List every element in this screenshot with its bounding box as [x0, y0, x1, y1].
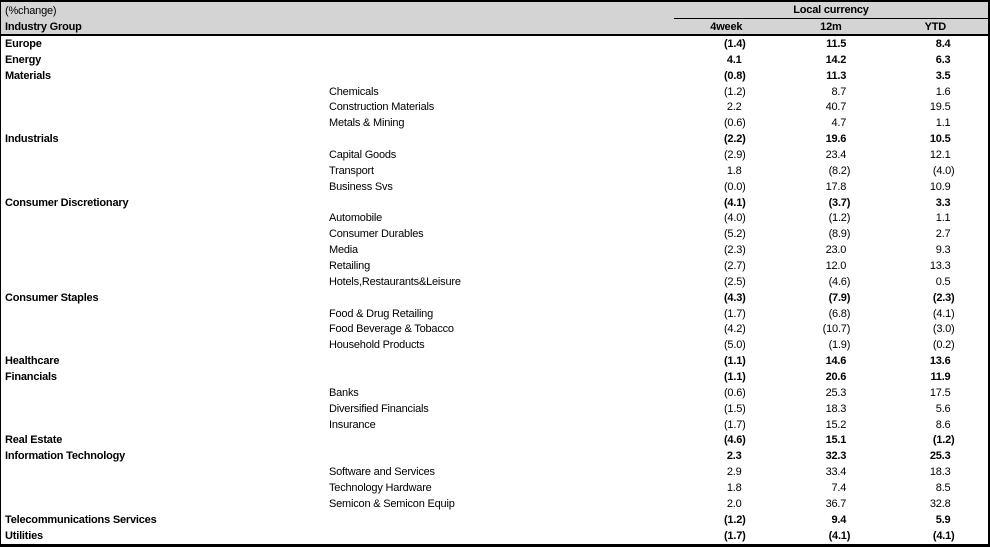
table-row [1, 131, 988, 147]
value-cell-12m: (10.7) [822, 323, 851, 336]
value-cell-12m: (3.7) [828, 196, 851, 209]
value-cell-4week: (5.2) [723, 228, 746, 241]
row-label-group: Materials [5, 69, 51, 82]
value-cell-12m: (4.6) [828, 275, 851, 288]
row-label-subindustry: Metals & Mining [329, 117, 405, 130]
row-label-subindustry: Media [329, 244, 358, 257]
row-label-group: Healthcare [5, 355, 60, 368]
value-cell-ytd: 8.4 [935, 37, 951, 50]
value-cell-12m: 8.7 [831, 85, 847, 98]
value-cell-ytd: (4.1) [932, 529, 955, 542]
value-cell-12m: 40.7 [825, 101, 847, 114]
value-cell-12m: 33.4 [825, 466, 847, 479]
value-cell-ytd: 6.3 [935, 53, 951, 66]
header-row-columns [1, 19, 988, 34]
value-cell-4week: 2.0 [726, 497, 742, 510]
table-header [1, 2, 988, 36]
row-label-group: Utilities [5, 529, 43, 542]
value-cell-4week: 1.8 [726, 164, 742, 177]
value-cell-4week: (1.4) [723, 37, 746, 50]
value-cell-12m: (8.2) [828, 164, 851, 177]
value-cell-12m: 25.3 [825, 386, 847, 399]
table-row [1, 432, 988, 448]
value-cell-4week: (4.0) [723, 212, 746, 225]
value-cell-ytd: (4.0) [932, 164, 955, 177]
value-cell-12m: (7.9) [828, 291, 851, 304]
row-label-subindustry: Food & Drug Retailing [329, 307, 434, 320]
value-cell-ytd: 11.9 [930, 370, 951, 383]
value-cell-4week: (2.2) [723, 133, 746, 146]
value-cell-4week: (0.0) [723, 180, 746, 193]
row-label-subindustry: Construction Materials [329, 101, 435, 114]
table-row [1, 274, 988, 290]
value-cell-ytd: 1.1 [935, 212, 951, 225]
value-cell-4week: (2.5) [723, 275, 746, 288]
value-cell-12m: 23.4 [825, 148, 847, 161]
row-label-group: Europe [5, 37, 42, 50]
row-label-subindustry: Retailing [329, 259, 371, 272]
table-row [1, 147, 988, 163]
value-cell-ytd: 10.5 [929, 133, 951, 146]
row-label-subindustry: Business Svs [329, 180, 393, 193]
row-label-subindustry: Chemicals [329, 85, 379, 98]
value-cell-4week: 2.9 [726, 466, 742, 479]
col-header-4week: 4week [710, 20, 743, 33]
row-label-group: Consumer Staples [5, 291, 99, 304]
row-label-group: Financials [5, 370, 57, 383]
table-row [1, 163, 988, 179]
value-cell-12m: 12.0 [825, 259, 847, 272]
value-cell-4week: 2.3 [726, 450, 742, 463]
value-cell-12m: (6.8) [828, 307, 851, 320]
value-cell-12m: (1.9) [828, 339, 851, 352]
table-row [1, 210, 988, 226]
value-cell-4week: (1.1) [723, 370, 746, 383]
table-row [1, 179, 988, 195]
value-cell-ytd: 0.5 [935, 275, 951, 288]
table-row [1, 464, 988, 480]
value-cell-4week: (1.7) [723, 307, 746, 320]
row-label-group: Industrials [5, 133, 59, 146]
value-cell-12m: 7.4 [831, 481, 847, 494]
value-cell-12m: 14.2 [825, 53, 847, 66]
table-row [1, 417, 988, 433]
table-row [1, 448, 988, 464]
header-row-top [1, 2, 988, 19]
row-label-subindustry: Household Products [329, 339, 425, 352]
col-header-12m: 12m [820, 20, 842, 33]
value-cell-12m: 32.3 [825, 450, 847, 463]
local-currency-header: Local currency [674, 2, 988, 19]
value-cell-4week: (1.2) [723, 513, 746, 526]
value-cell-ytd: 5.6 [935, 402, 951, 415]
value-cell-ytd: (1.2) [932, 434, 955, 447]
table-row [1, 115, 988, 131]
table-row [1, 84, 988, 100]
table-row [1, 369, 988, 385]
value-cell-4week: (2.3) [723, 244, 746, 257]
value-cell-ytd: 9.3 [935, 244, 951, 257]
value-cell-4week: (4.6) [723, 434, 746, 447]
value-cell-12m: (4.1) [828, 529, 851, 542]
value-cell-12m: 14.6 [825, 355, 847, 368]
row-label-subindustry: Capital Goods [329, 148, 397, 161]
value-cell-ytd: (2.3) [932, 291, 955, 304]
row-label-group: Information Technology [5, 450, 126, 463]
value-cell-12m: 9.4 [831, 513, 847, 526]
value-cell-12m: 15.1 [825, 434, 847, 447]
table-row [1, 68, 988, 84]
value-cell-ytd: (3.0) [932, 323, 955, 336]
row-label-subindustry: Semicon & Semicon Equip [329, 497, 455, 510]
table-row [1, 528, 988, 544]
value-cell-ytd: 10.9 [929, 180, 951, 193]
row-label-subindustry: Food Beverage & Tobacco [329, 323, 454, 336]
table-row [1, 337, 988, 353]
table-row [1, 321, 988, 337]
table-row [1, 496, 988, 512]
value-cell-4week: (2.9) [723, 148, 746, 161]
value-cell-4week: (4.2) [723, 323, 746, 336]
value-cell-4week: 2.2 [726, 101, 742, 114]
value-cell-4week: 4.1 [726, 53, 742, 66]
value-cell-ytd: 12.1 [929, 148, 951, 161]
row-label-subindustry: Technology Hardware [329, 481, 432, 494]
row-label-group: Real Estate [5, 434, 63, 447]
value-cell-12m: 11.5 [826, 37, 847, 50]
row-label-subindustry: Diversified Financials [329, 402, 429, 415]
value-cell-12m: 20.6 [825, 370, 847, 383]
value-cell-12m: (8.9) [828, 228, 851, 241]
value-cell-12m: 18.3 [825, 402, 847, 415]
table-row [1, 99, 988, 115]
value-cell-ytd: 5.9 [935, 513, 951, 526]
table-row [1, 306, 988, 322]
value-cell-4week: (0.6) [723, 117, 746, 130]
table-row [1, 290, 988, 306]
value-cell-ytd: 32.8 [929, 497, 951, 510]
row-label-subindustry: Hotels,Restaurants&Leisure [329, 275, 461, 288]
value-cell-4week: (1.1) [723, 355, 746, 368]
value-cell-ytd: 18.3 [929, 466, 951, 479]
table-row [1, 258, 988, 274]
table-row [1, 401, 988, 417]
table-row [1, 226, 988, 242]
value-cell-ytd: 2.7 [935, 228, 951, 241]
value-cell-ytd: 13.6 [929, 355, 951, 368]
col-header-ytd: YTD [924, 20, 947, 33]
value-cell-12m: 11.3 [826, 69, 847, 82]
value-cell-4week: (2.7) [723, 259, 746, 272]
row-label-subindustry: Software and Services [329, 466, 435, 479]
row-label-subindustry: Automobile [329, 212, 383, 225]
row-label-group: Energy [5, 53, 42, 66]
table-row [1, 195, 988, 211]
value-cell-ytd: (0.2) [932, 339, 955, 352]
value-cell-ytd: 13.3 [929, 259, 951, 272]
table-row [1, 480, 988, 496]
table-row [1, 385, 988, 401]
value-cell-ytd: 19.5 [929, 101, 951, 114]
table-row [1, 36, 988, 52]
table-body [1, 36, 988, 544]
value-cell-12m: 36.7 [825, 497, 847, 510]
industry-group-header: Industry Group [5, 20, 82, 33]
value-cell-12m: 4.7 [831, 117, 847, 130]
value-cell-4week: (1.2) [723, 85, 746, 98]
value-cell-4week: (0.6) [723, 386, 746, 399]
value-cell-12m: 15.2 [825, 418, 847, 431]
row-label-subindustry: Consumer Durables [329, 228, 424, 241]
value-cell-4week: (4.1) [723, 196, 746, 209]
value-cell-4week: (5.0) [723, 339, 746, 352]
value-cell-4week: (0.8) [723, 69, 746, 82]
value-cell-ytd: (4.1) [932, 307, 955, 320]
value-cell-ytd: 3.3 [935, 196, 951, 209]
value-cell-ytd: 3.5 [935, 69, 951, 82]
table-row [1, 242, 988, 258]
value-cell-ytd: 1.1 [935, 117, 951, 130]
row-label-group: Consumer Discretionary [5, 196, 129, 209]
value-cell-ytd: 17.5 [929, 386, 951, 399]
row-label-subindustry: Insurance [329, 418, 376, 431]
value-cell-ytd: 1.6 [935, 85, 951, 98]
percent-change-label: (%change) [5, 4, 57, 17]
row-label-subindustry: Banks [329, 386, 359, 399]
value-cell-12m: 17.8 [825, 180, 847, 193]
value-cell-4week: 1.8 [726, 481, 742, 494]
value-cell-ytd: 8.6 [935, 418, 951, 431]
table-row [1, 353, 988, 369]
value-cell-12m: 19.6 [825, 133, 847, 146]
table-row [1, 52, 988, 68]
value-cell-4week: (1.7) [723, 418, 746, 431]
value-cell-4week: (1.7) [723, 529, 746, 542]
value-cell-12m: 23.0 [825, 244, 847, 257]
value-cell-12m: (1.2) [828, 212, 851, 225]
value-cell-ytd: 25.3 [929, 450, 951, 463]
row-label-subindustry: Transport [329, 164, 374, 177]
value-cell-4week: (4.3) [723, 291, 746, 304]
value-cell-ytd: 8.5 [935, 481, 951, 494]
table-row [1, 512, 988, 528]
value-cell-4week: (1.5) [723, 402, 746, 415]
row-label-group: Telecommunications Services [5, 513, 157, 526]
